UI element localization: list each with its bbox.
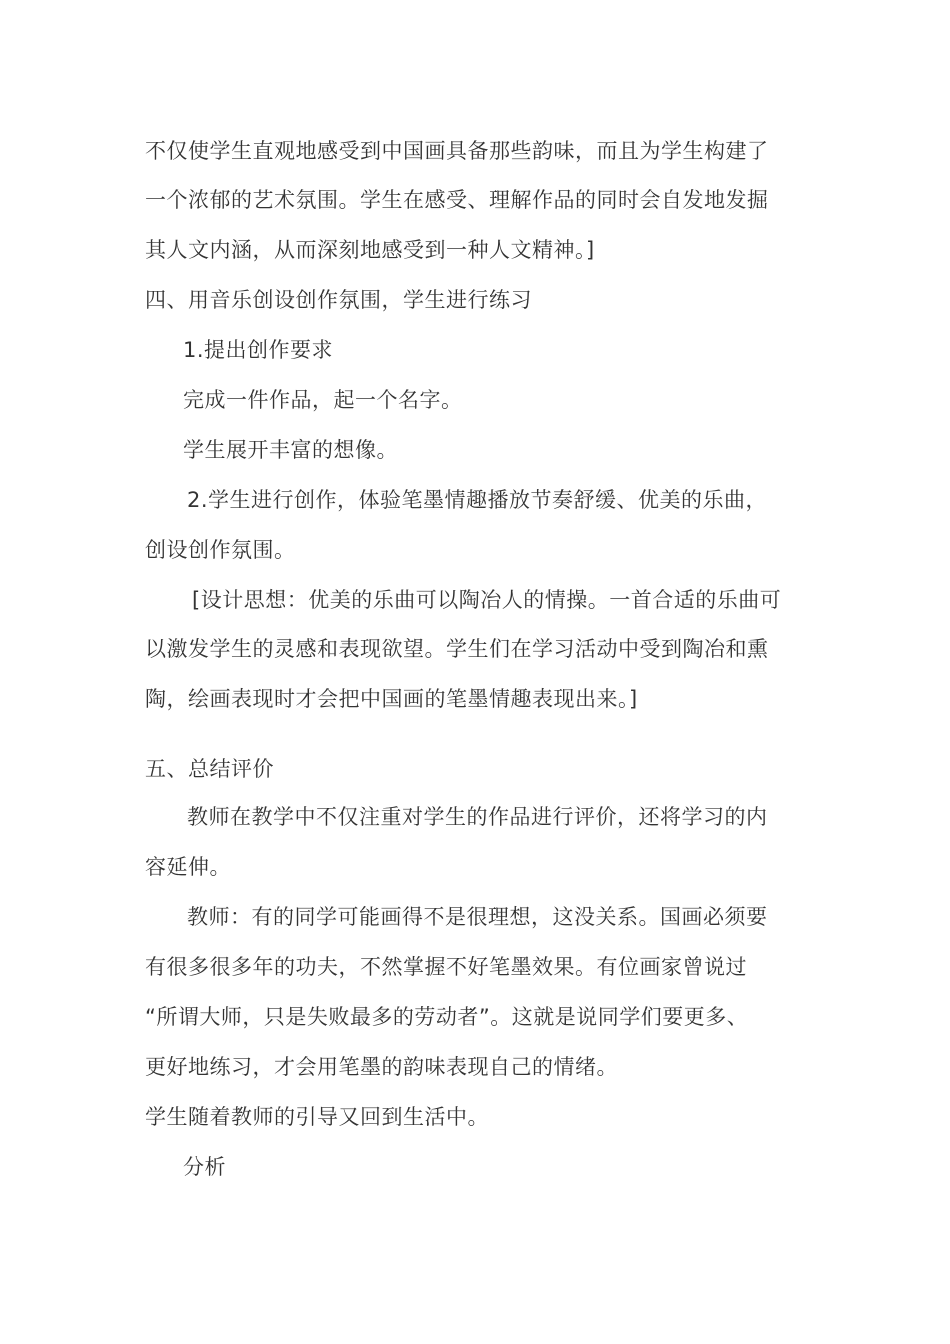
text-line: 陶，绘画表现时才会把中国画的笔墨情趣表现出来。] [145,687,638,711]
text-line: 以激发学生的灵感和表现欲望。学生们在学习活动中受到陶冶和熏 [145,637,769,661]
text-line: 教师：有的同学可能画得不是很理想，这没关系。国画必须要 [187,905,768,929]
text-line: 更好地练习，才会用笔墨的韵味表现自己的情绪。 [145,1055,618,1079]
text-line: “所谓大师，只是失败最多的劳动者”。这就是说同学们要更多、 [145,1005,749,1029]
text-line: 创设创作氛围。 [145,538,296,562]
text-line: 完成一件作品，起一个名字。 [183,388,463,412]
text-line: 学生展开丰富的想像。 [183,438,398,462]
text-line: 教师在教学中不仅注重对学生的作品进行评价，还将学习的内 [187,805,768,829]
text-line: 一个浓郁的艺术氛围。学生在感受、理解作品的同时会自发地发掘 [145,188,769,212]
text-line: 其人文内涵，从而深刻地感受到一种人文精神。] [145,238,595,262]
text-line: 有很多很多年的功夫，不然掌握不好笔墨效果。有位画家曾说过 [145,955,747,979]
text-line: 不仅使学生直观地感受到中国画具备那些韵味，而且为学生构建了 [145,139,769,163]
text-line: 学生随着教师的引导又回到生活中。 [145,1105,489,1129]
section-heading: 四、用音乐创设创作氛围，学生进行练习 [145,288,532,312]
text-line: 1.提出创作要求 [183,338,334,362]
text-line: [设计思想：优美的乐曲可以陶冶人的情操。一首合适的乐曲可 [192,588,782,612]
text-line: 2.学生进行创作，体验笔墨情趣播放节奏舒缓、优美的乐曲， [187,488,768,512]
text-line: 容延伸。 [145,855,231,879]
section-heading: 五、总结评价 [145,757,274,781]
text-line: 分析 [183,1155,226,1179]
